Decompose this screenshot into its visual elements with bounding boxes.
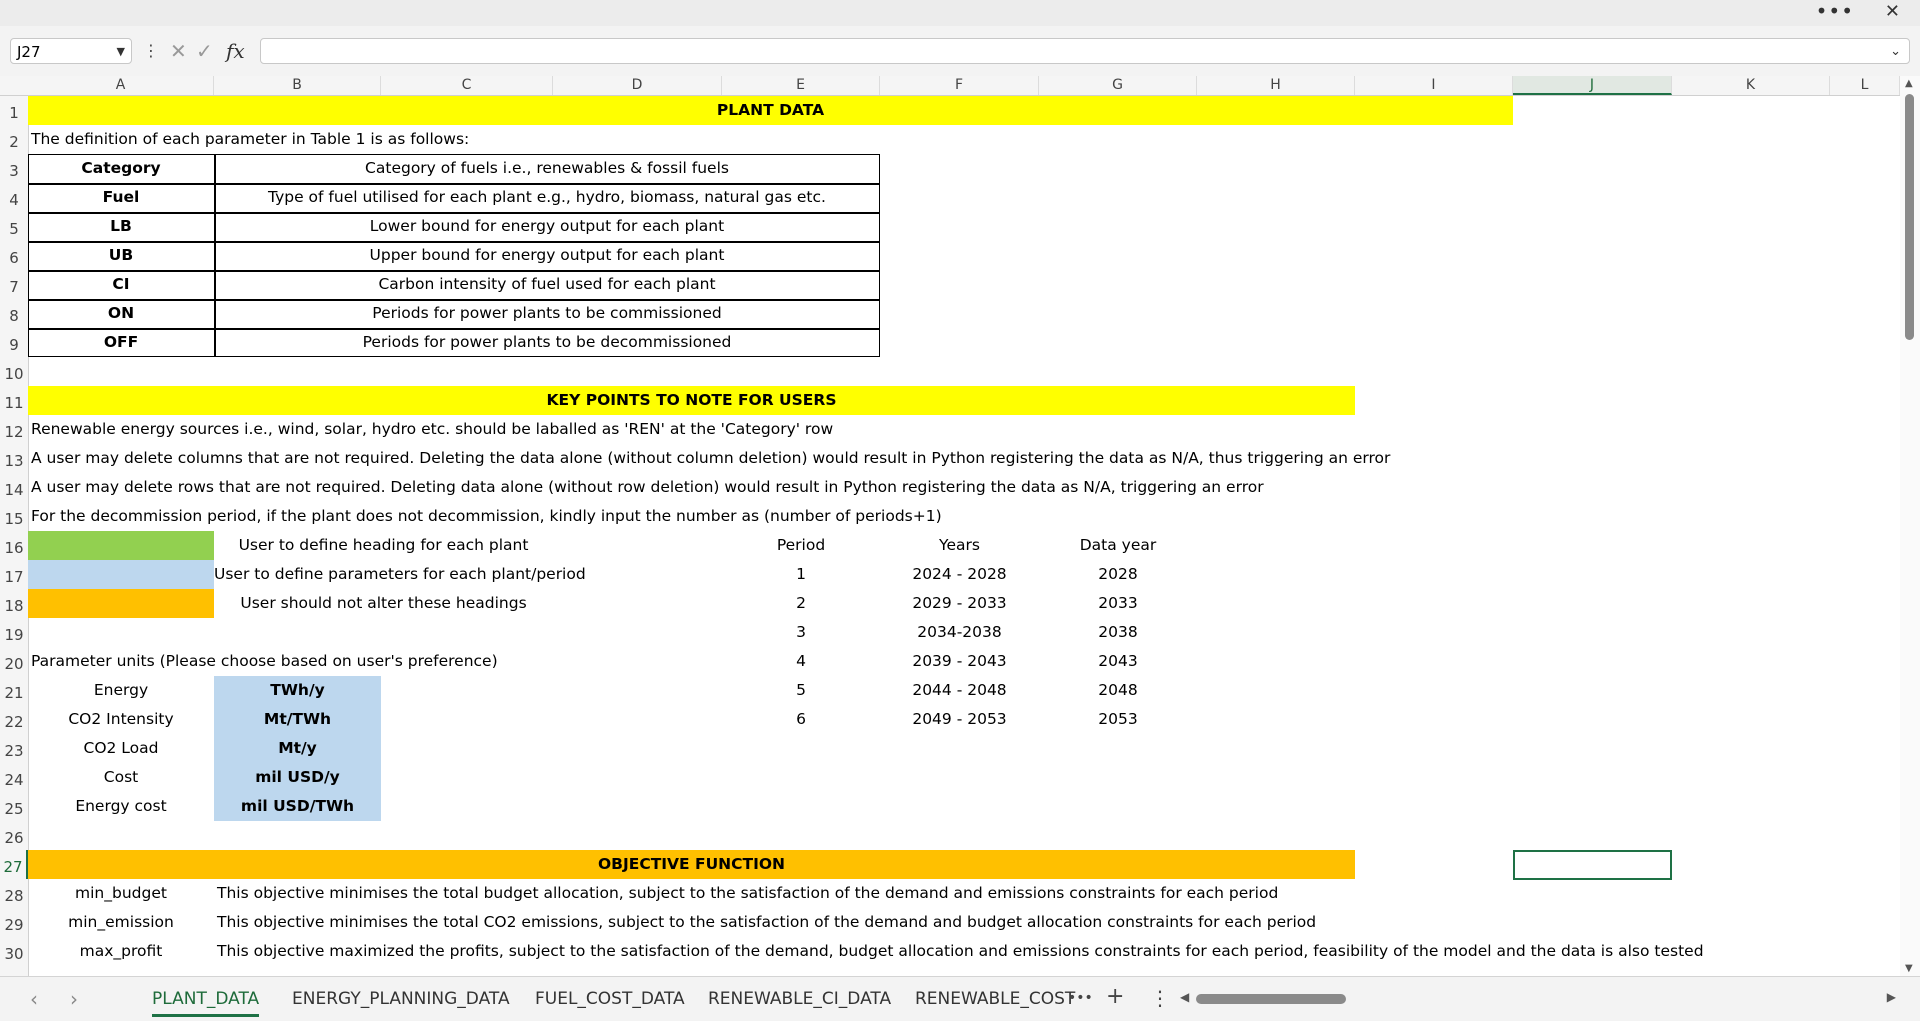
objective-desc-min-budget[interactable]: This objective minimises the total budget allocation, subject to the satisfaction of the demand and emissions constraints for each period: [217, 884, 1279, 902]
plant-data-header[interactable]: PLANT DATA: [28, 96, 1513, 125]
row-header[interactable]: 13: [4, 452, 24, 470]
fx-icon[interactable]: fx: [226, 39, 245, 63]
vertical-dots-icon[interactable]: ⋮: [143, 41, 159, 60]
key-point-4[interactable]: For the decommission period, if the plant does not decommission, kindly input the number as (number of periods+1): [31, 507, 942, 525]
column-header-g[interactable]: G: [1039, 76, 1197, 95]
row-header[interactable]: 9: [9, 336, 19, 354]
param-name-lb[interactable]: LB: [110, 217, 132, 235]
vertical-scroll-thumb[interactable]: [1905, 94, 1914, 340]
years-value[interactable]: 2044 - 2048: [912, 681, 1007, 699]
row-header[interactable]: 21: [4, 684, 24, 702]
add-sheet-icon[interactable]: +: [1106, 984, 1125, 1009]
objective-desc-min-emission[interactable]: This objective minimises the total CO2 emissions, subject to the satisfaction of the demand and budget allocation constraints for each period: [217, 913, 1317, 931]
data-year-value[interactable]: 2028: [1098, 565, 1138, 583]
sheet-options-icon[interactable]: ⋮: [1150, 986, 1170, 1010]
horizontal-scroll-thumb[interactable]: [1196, 994, 1346, 1004]
sheet-tab-bar: [0, 976, 1920, 1021]
years-value[interactable]: 2024 - 2028: [912, 565, 1007, 583]
scroll-right-icon[interactable]: ▶: [1886, 990, 1896, 1004]
column-header-c[interactable]: C: [381, 76, 553, 95]
data-year-value[interactable]: 2048: [1098, 681, 1138, 699]
row-header[interactable]: 15: [4, 510, 24, 528]
row-header[interactable]: 17: [4, 568, 24, 586]
unit-name-energy-cost[interactable]: Energy cost: [75, 797, 167, 815]
data-year-header[interactable]: Data year: [1079, 536, 1157, 554]
scroll-down-icon[interactable]: ▼: [1905, 963, 1913, 974]
key-point-2[interactable]: A user may delete columns that are not required. Deleting the data alone (without column deletion) would result in Python registering the data as N/A, thus triggering an error: [31, 449, 1391, 467]
param-name-ci[interactable]: CI: [112, 275, 130, 293]
param-name-on[interactable]: ON: [107, 304, 135, 322]
row-header[interactable]: 11: [4, 394, 24, 412]
tab-fuel-cost-data[interactable]: FUEL_COST_DATA: [535, 989, 685, 1009]
close-icon[interactable]: ✕: [1884, 1, 1900, 22]
row-header[interactable]: 3: [9, 162, 19, 180]
select-all-corner[interactable]: [0, 76, 28, 95]
objective-name-max-profit[interactable]: max_profit: [79, 942, 163, 960]
spreadsheet-grid[interactable]: [0, 76, 1900, 976]
column-header-d[interactable]: D: [553, 76, 722, 95]
objective-function-header[interactable]: OBJECTIVE FUNCTION: [28, 850, 1355, 879]
column-header-e[interactable]: E: [722, 76, 880, 95]
row-header[interactable]: 25: [4, 800, 24, 818]
key-points-header[interactable]: KEY POINTS TO NOTE FOR USERS: [28, 386, 1355, 415]
row-headers: [0, 96, 29, 996]
unit-value-co2-intensity[interactable]: Mt/TWh: [214, 705, 381, 734]
row-header[interactable]: 5: [9, 220, 19, 238]
definition-intro[interactable]: The definition of each parameter in Table 1 is as follows:: [31, 130, 470, 148]
cell-area[interactable]: [28, 96, 1900, 996]
key-point-3[interactable]: A user may delete rows that are not required. Deleting data alone (without row deletion) would result in Python registering the data as N/A, triggering an error: [31, 478, 1264, 496]
unit-value-co2-load[interactable]: Mt/y: [214, 734, 381, 763]
data-year-value[interactable]: 2033: [1098, 594, 1138, 612]
more-options-icon[interactable]: •••: [1815, 0, 1854, 23]
param-name-fuel[interactable]: Fuel: [102, 188, 140, 206]
row-header[interactable]: 20: [4, 655, 24, 673]
objective-desc-max-profit[interactable]: This objective maximized the profits, subject to the satisfaction of the demand, budget allocation and emissions constraints for each period, feasibility of the model and the data is also tested: [217, 942, 1704, 960]
years-value[interactable]: 2034-2038: [917, 623, 1002, 641]
unit-name-co2-intensity[interactable]: CO2 Intensity: [68, 710, 174, 728]
more-tabs-icon[interactable]: •••: [1068, 990, 1093, 1006]
cancel-icon[interactable]: ✕: [170, 39, 187, 63]
data-year-value[interactable]: 2053: [1098, 710, 1138, 728]
scroll-up-icon[interactable]: ▲: [1905, 78, 1913, 89]
formula-buttons: [164, 38, 254, 64]
row-header[interactable]: 28: [4, 887, 24, 905]
param-desc-lb[interactable]: Lower bound for energy output for each plant: [369, 217, 725, 235]
row-header[interactable]: 24: [4, 771, 24, 789]
column-headers: [0, 76, 1900, 96]
param-desc-fuel[interactable]: Type of fuel utilised for each plant e.g., hydro, biomass, natural gas etc.: [268, 188, 826, 206]
unit-name-cost[interactable]: Cost: [103, 768, 139, 786]
scroll-left-icon[interactable]: ◀: [1180, 990, 1190, 1004]
horizontal-scrollbar[interactable]: [1178, 991, 1898, 1007]
units-title[interactable]: Parameter units (Please choose based on user's preference): [31, 652, 498, 670]
param-desc-ci[interactable]: Carbon intensity of fuel used for each plant: [378, 275, 716, 293]
row-header[interactable]: 29: [4, 916, 24, 934]
row-header[interactable]: 19: [4, 626, 24, 644]
param-desc-on[interactable]: Periods for power plants to be commissioned: [372, 304, 722, 322]
period-value[interactable]: 4: [796, 652, 806, 670]
unit-name-co2-load[interactable]: CO2 Load: [83, 739, 159, 757]
row-header[interactable]: 23: [4, 742, 24, 760]
param-desc-off[interactable]: Periods for power plants to be decommissioned: [362, 333, 732, 351]
period-value[interactable]: 1: [796, 565, 806, 583]
data-year-value[interactable]: 2043: [1098, 652, 1138, 670]
legend-swatch-green[interactable]: [28, 531, 214, 560]
period-header[interactable]: Period: [776, 536, 826, 554]
years-value[interactable]: 2049 - 2053: [912, 710, 1007, 728]
legend-text-blue[interactable]: User to define parameters for each plant/period: [214, 565, 586, 583]
row-header[interactable]: 22: [4, 713, 24, 731]
prev-sheet-icon[interactable]: ‹: [30, 987, 38, 1011]
years-value[interactable]: 2039 - 2043: [912, 652, 1007, 670]
tab-energy-planning-data[interactable]: ENERGY_PLANNING_DATA: [292, 989, 510, 1009]
row-header[interactable]: 1: [9, 104, 19, 122]
expand-formula-icon[interactable]: ⌄: [1890, 44, 1901, 59]
row-header[interactable]: 7: [9, 278, 19, 296]
param-name-ub[interactable]: UB: [108, 246, 134, 264]
years-value[interactable]: 2029 - 2033: [912, 594, 1007, 612]
legend-text-green[interactable]: User to define heading for each plant: [238, 536, 529, 554]
name-box-value: J27: [17, 43, 41, 61]
column-header-h[interactable]: H: [1197, 76, 1355, 95]
row-header[interactable]: 8: [9, 307, 19, 325]
row-header[interactable]: 2: [9, 133, 19, 151]
column-header-k[interactable]: K: [1672, 76, 1830, 95]
vertical-scrollbar[interactable]: [1900, 76, 1920, 976]
window-title-bar: [0, 0, 1920, 27]
period-value[interactable]: 6: [796, 710, 806, 728]
key-point-1[interactable]: Renewable energy sources i.e., wind, solar, hydro etc. should be laballed as 'REN' at the 'Category' row: [31, 420, 834, 438]
column-header-i[interactable]: I: [1355, 76, 1513, 95]
row-header[interactable]: 16: [4, 539, 24, 557]
row-header-selected[interactable]: 27: [0, 850, 28, 879]
objective-name-min-emission[interactable]: min_emission: [68, 913, 174, 931]
row-header[interactable]: 12: [4, 423, 24, 441]
period-value[interactable]: 5: [796, 681, 806, 699]
column-header-f[interactable]: F: [880, 76, 1039, 95]
enter-icon[interactable]: ✓: [196, 39, 213, 63]
column-header-l[interactable]: L: [1830, 76, 1900, 95]
row-header[interactable]: 30: [4, 945, 24, 963]
period-value[interactable]: 3: [796, 623, 806, 641]
tab-renewable-cost[interactable]: RENEWABLE_COST: [915, 989, 1076, 1009]
unit-value-energy[interactable]: TWh/y: [214, 676, 381, 705]
data-year-value[interactable]: 2038: [1098, 623, 1138, 641]
column-header-a[interactable]: A: [28, 76, 214, 95]
row-header[interactable]: 26: [4, 829, 24, 847]
formula-input[interactable]: [260, 38, 1910, 64]
row-header[interactable]: 4: [9, 191, 19, 209]
legend-text-orange[interactable]: User should not alter these headings: [240, 594, 527, 612]
column-header-j[interactable]: J: [1513, 76, 1672, 95]
param-desc-ub[interactable]: Upper bound for energy output for each plant: [369, 246, 725, 264]
legend-swatch-orange[interactable]: [28, 589, 214, 618]
formula-bar: [0, 26, 1920, 76]
row-header[interactable]: 14: [4, 481, 24, 499]
param-name-category[interactable]: Category: [81, 159, 161, 177]
next-sheet-icon[interactable]: ›: [70, 987, 78, 1011]
row-header[interactable]: 10: [4, 365, 24, 383]
name-box[interactable]: [10, 38, 132, 64]
param-name-off[interactable]: OFF: [103, 333, 139, 351]
unit-value-energy-cost[interactable]: mil USD/TWh: [214, 792, 381, 821]
legend-swatch-blue[interactable]: [28, 560, 214, 589]
years-header[interactable]: Years: [939, 536, 980, 554]
unit-name-energy[interactable]: Energy: [93, 681, 149, 699]
tab-plant-data[interactable]: PLANT_DATA: [152, 985, 259, 1013]
objective-name-min-budget[interactable]: min_budget: [75, 884, 167, 902]
selected-cell-j27[interactable]: [1513, 850, 1672, 880]
chevron-down-icon[interactable]: ▼: [116, 45, 125, 58]
param-desc-category[interactable]: Category of fuels i.e., renewables & fossil fuels: [365, 159, 729, 177]
row-header[interactable]: 18: [4, 597, 24, 615]
column-header-b[interactable]: B: [214, 76, 381, 95]
tab-renewable-ci-data[interactable]: RENEWABLE_CI_DATA: [708, 989, 892, 1009]
period-value[interactable]: 2: [796, 594, 806, 612]
row-header[interactable]: 6: [9, 249, 19, 267]
unit-value-cost[interactable]: mil USD/y: [214, 763, 381, 792]
